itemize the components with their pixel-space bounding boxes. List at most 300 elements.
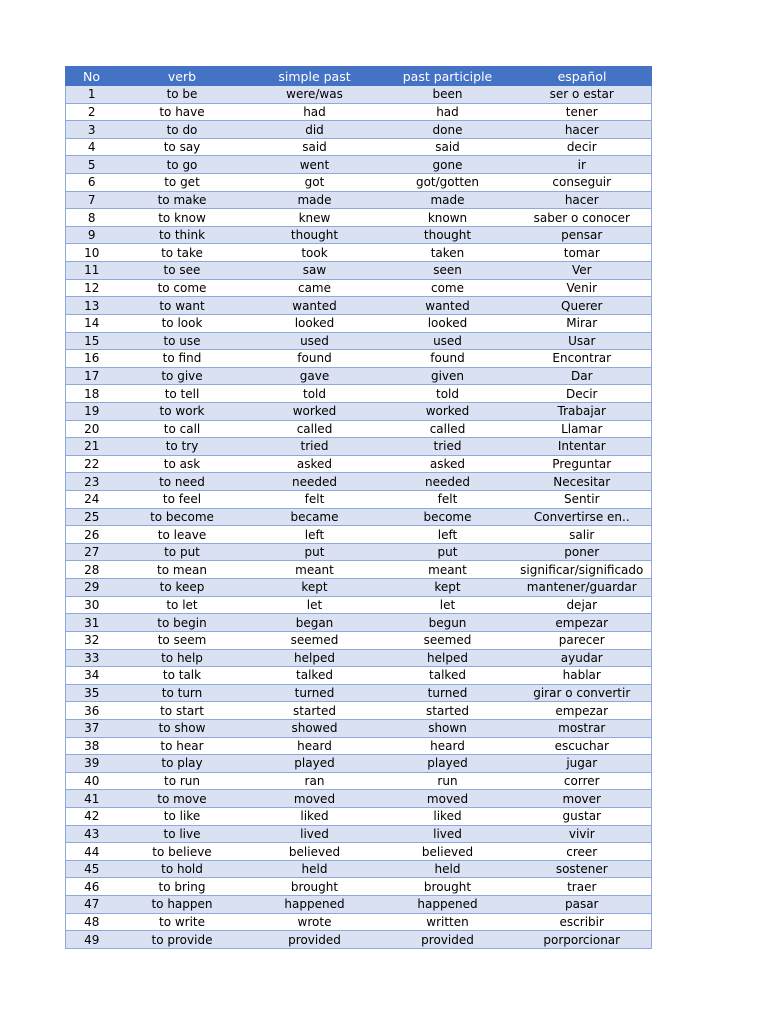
cell-past-participle: become <box>383 508 513 526</box>
cell-past-participle: told <box>383 385 513 403</box>
cell-past-participle: liked <box>383 807 513 825</box>
cell-verb: to be <box>118 86 247 104</box>
cell-simple-past: started <box>247 702 383 720</box>
cell-past-participle: used <box>383 332 513 350</box>
cell-verb: to take <box>118 244 247 262</box>
cell-simple-past: were/was <box>247 86 383 104</box>
cell-espanol: Necesitar <box>513 473 652 491</box>
table-row <box>66 385 652 403</box>
cell-past-participle: seen <box>383 262 513 280</box>
cell-past-participle: made <box>383 191 513 209</box>
cell-espanol: pensar <box>513 226 652 244</box>
cell-simple-past: said <box>247 138 383 156</box>
cell-verb: to begin <box>118 614 247 632</box>
cell-past-participle: begun <box>383 614 513 632</box>
table-row <box>66 860 652 878</box>
cell-no: 32 <box>66 631 118 649</box>
cell-verb: to need <box>118 473 247 491</box>
cell-verb: to talk <box>118 667 247 685</box>
cell-no: 1 <box>66 86 118 104</box>
cell-simple-past: came <box>247 279 383 297</box>
cell-no: 40 <box>66 772 118 790</box>
table-row <box>66 684 652 702</box>
cell-no: 37 <box>66 719 118 737</box>
cell-espanol: correr <box>513 772 652 790</box>
cell-simple-past: talked <box>247 667 383 685</box>
cell-past-participle: given <box>383 367 513 385</box>
cell-simple-past: wanted <box>247 297 383 315</box>
cell-verb: to see <box>118 262 247 280</box>
header-past-participle: past participle <box>383 67 513 86</box>
cell-verb: to write <box>118 913 247 931</box>
cell-no: 47 <box>66 896 118 914</box>
cell-past-participle: taken <box>383 244 513 262</box>
table-row <box>66 878 652 896</box>
cell-verb: to ask <box>118 455 247 473</box>
cell-verb: to make <box>118 191 247 209</box>
table-row <box>66 931 652 949</box>
cell-past-participle: shown <box>383 719 513 737</box>
cell-espanol: sostener <box>513 860 652 878</box>
cell-espanol: escribir <box>513 913 652 931</box>
cell-simple-past: did <box>247 121 383 139</box>
cell-past-participle: talked <box>383 667 513 685</box>
cell-verb: to want <box>118 297 247 315</box>
table-row <box>66 491 652 509</box>
cell-simple-past: thought <box>247 226 383 244</box>
cell-verb: to get <box>118 174 247 192</box>
cell-verb: to run <box>118 772 247 790</box>
cell-espanol: Mirar <box>513 314 652 332</box>
cell-verb: to work <box>118 402 247 420</box>
cell-espanol: Intentar <box>513 438 652 456</box>
table-row <box>66 174 652 192</box>
cell-verb: to help <box>118 649 247 667</box>
cell-no: 43 <box>66 825 118 843</box>
cell-simple-past: wrote <box>247 913 383 931</box>
cell-espanol: empezar <box>513 614 652 632</box>
cell-espanol: Trabajar <box>513 402 652 420</box>
cell-simple-past: turned <box>247 684 383 702</box>
cell-verb: to go <box>118 156 247 174</box>
cell-past-participle: meant <box>383 561 513 579</box>
cell-verb: to put <box>118 543 247 561</box>
cell-espanol: empezar <box>513 702 652 720</box>
cell-no: 17 <box>66 367 118 385</box>
cell-past-participle: moved <box>383 790 513 808</box>
cell-no: 39 <box>66 755 118 773</box>
cell-past-participle: kept <box>383 579 513 597</box>
cell-espanol: mantener/guardar <box>513 579 652 597</box>
cell-espanol: escuchar <box>513 737 652 755</box>
cell-espanol: ser o estar <box>513 86 652 104</box>
cell-no: 30 <box>66 596 118 614</box>
table-row <box>66 508 652 526</box>
cell-espanol: Preguntar <box>513 455 652 473</box>
table-row <box>66 896 652 914</box>
cell-simple-past: knew <box>247 209 383 227</box>
cell-past-participle: worked <box>383 402 513 420</box>
cell-espanol: ir <box>513 156 652 174</box>
table-row <box>66 631 652 649</box>
cell-past-participle: seemed <box>383 631 513 649</box>
cell-no: 10 <box>66 244 118 262</box>
cell-verb: to let <box>118 596 247 614</box>
cell-past-participle: tried <box>383 438 513 456</box>
table-row <box>66 543 652 561</box>
cell-espanol: ayudar <box>513 649 652 667</box>
cell-no: 22 <box>66 455 118 473</box>
cell-no: 29 <box>66 579 118 597</box>
cell-verb: to seem <box>118 631 247 649</box>
cell-past-participle: got/gotten <box>383 174 513 192</box>
cell-espanol: Convertirse en.. <box>513 508 652 526</box>
table-row <box>66 596 652 614</box>
table-row <box>66 420 652 438</box>
cell-verb: to turn <box>118 684 247 702</box>
cell-past-participle: come <box>383 279 513 297</box>
table-row <box>66 702 652 720</box>
cell-past-participle: gone <box>383 156 513 174</box>
cell-simple-past: played <box>247 755 383 773</box>
header-verb: verb <box>118 67 247 86</box>
cell-no: 44 <box>66 843 118 861</box>
cell-simple-past: provided <box>247 931 383 949</box>
cell-simple-past: ran <box>247 772 383 790</box>
cell-espanol: Ver <box>513 262 652 280</box>
header-no: No <box>66 67 118 86</box>
cell-espanol: mostrar <box>513 719 652 737</box>
cell-simple-past: used <box>247 332 383 350</box>
table-row <box>66 561 652 579</box>
table-row <box>66 614 652 632</box>
cell-past-participle: provided <box>383 931 513 949</box>
cell-past-participle: turned <box>383 684 513 702</box>
cell-no: 48 <box>66 913 118 931</box>
table-row <box>66 244 652 262</box>
cell-past-participle: started <box>383 702 513 720</box>
cell-past-participle: done <box>383 121 513 139</box>
cell-verb: to become <box>118 508 247 526</box>
cell-simple-past: moved <box>247 790 383 808</box>
cell-espanol: Llamar <box>513 420 652 438</box>
cell-verb: to provide <box>118 931 247 949</box>
table-row <box>66 86 652 104</box>
cell-simple-past: kept <box>247 579 383 597</box>
cell-past-participle: thought <box>383 226 513 244</box>
cell-simple-past: saw <box>247 262 383 280</box>
cell-no: 3 <box>66 121 118 139</box>
cell-no: 9 <box>66 226 118 244</box>
cell-verb: to hold <box>118 860 247 878</box>
cell-verb: to think <box>118 226 247 244</box>
table-row <box>66 755 652 773</box>
cell-simple-past: lived <box>247 825 383 843</box>
cell-no: 23 <box>66 473 118 491</box>
cell-espanol: Venir <box>513 279 652 297</box>
cell-past-participle: helped <box>383 649 513 667</box>
cell-verb: to say <box>118 138 247 156</box>
cell-verb: to play <box>118 755 247 773</box>
cell-past-participle: said <box>383 138 513 156</box>
table-row <box>66 297 652 315</box>
cell-simple-past: looked <box>247 314 383 332</box>
cell-simple-past: got <box>247 174 383 192</box>
cell-no: 2 <box>66 103 118 121</box>
cell-no: 14 <box>66 314 118 332</box>
cell-verb: to believe <box>118 843 247 861</box>
cell-no: 31 <box>66 614 118 632</box>
cell-espanol: pasar <box>513 896 652 914</box>
cell-simple-past: felt <box>247 491 383 509</box>
cell-espanol: girar o convertir <box>513 684 652 702</box>
cell-past-participle: put <box>383 543 513 561</box>
cell-past-participle: played <box>383 755 513 773</box>
cell-past-participle: felt <box>383 491 513 509</box>
cell-past-participle: held <box>383 860 513 878</box>
cell-simple-past: told <box>247 385 383 403</box>
cell-no: 16 <box>66 350 118 368</box>
cell-espanol: Usar <box>513 332 652 350</box>
header-simple-past: simple past <box>247 67 383 86</box>
cell-no: 21 <box>66 438 118 456</box>
cell-simple-past: took <box>247 244 383 262</box>
table-row <box>66 790 652 808</box>
cell-past-participle: wanted <box>383 297 513 315</box>
cell-no: 7 <box>66 191 118 209</box>
cell-no: 4 <box>66 138 118 156</box>
cell-no: 11 <box>66 262 118 280</box>
table-row <box>66 737 652 755</box>
cell-verb: to live <box>118 825 247 843</box>
table-row <box>66 455 652 473</box>
header-row <box>66 67 652 86</box>
cell-past-participle: believed <box>383 843 513 861</box>
table-row <box>66 719 652 737</box>
table-row <box>66 807 652 825</box>
cell-simple-past: let <box>247 596 383 614</box>
cell-verb: to happen <box>118 896 247 914</box>
cell-no: 33 <box>66 649 118 667</box>
cell-verb: to look <box>118 314 247 332</box>
table-row <box>66 402 652 420</box>
cell-past-participle: known <box>383 209 513 227</box>
cell-espanol: tomar <box>513 244 652 262</box>
table-row <box>66 913 652 931</box>
table-row <box>66 473 652 491</box>
cell-no: 34 <box>66 667 118 685</box>
cell-verb: to know <box>118 209 247 227</box>
cell-no: 28 <box>66 561 118 579</box>
table-row <box>66 579 652 597</box>
cell-no: 41 <box>66 790 118 808</box>
cell-espanol: gustar <box>513 807 652 825</box>
cell-no: 46 <box>66 878 118 896</box>
cell-espanol: Dar <box>513 367 652 385</box>
table-row <box>66 350 652 368</box>
cell-simple-past: asked <box>247 455 383 473</box>
table-row <box>66 209 652 227</box>
cell-espanol: vivir <box>513 825 652 843</box>
cell-no: 36 <box>66 702 118 720</box>
cell-past-participle: lived <box>383 825 513 843</box>
cell-verb: to leave <box>118 526 247 544</box>
verb-table-container <box>65 66 651 949</box>
cell-verb: to start <box>118 702 247 720</box>
cell-verb: to mean <box>118 561 247 579</box>
cell-no: 26 <box>66 526 118 544</box>
cell-verb: to move <box>118 790 247 808</box>
cell-espanol: traer <box>513 878 652 896</box>
cell-no: 13 <box>66 297 118 315</box>
cell-simple-past: found <box>247 350 383 368</box>
cell-no: 24 <box>66 491 118 509</box>
cell-simple-past: left <box>247 526 383 544</box>
cell-espanol: conseguir <box>513 174 652 192</box>
cell-simple-past: heard <box>247 737 383 755</box>
cell-no: 6 <box>66 174 118 192</box>
cell-simple-past: gave <box>247 367 383 385</box>
cell-no: 8 <box>66 209 118 227</box>
table-row <box>66 103 652 121</box>
table-row <box>66 843 652 861</box>
table-row <box>66 667 652 685</box>
cell-past-participle: brought <box>383 878 513 896</box>
cell-espanol: dejar <box>513 596 652 614</box>
cell-simple-past: had <box>247 103 383 121</box>
cell-no: 20 <box>66 420 118 438</box>
table-header <box>66 67 652 86</box>
table-row <box>66 262 652 280</box>
cell-verb: to do <box>118 121 247 139</box>
cell-no: 42 <box>66 807 118 825</box>
cell-simple-past: liked <box>247 807 383 825</box>
table-row <box>66 191 652 209</box>
cell-espanol: jugar <box>513 755 652 773</box>
cell-past-participle: been <box>383 86 513 104</box>
cell-espanol: hacer <box>513 191 652 209</box>
cell-espanol: hacer <box>513 121 652 139</box>
cell-no: 27 <box>66 543 118 561</box>
cell-verb: to use <box>118 332 247 350</box>
cell-espanol: saber o conocer <box>513 209 652 227</box>
cell-simple-past: meant <box>247 561 383 579</box>
cell-verb: to come <box>118 279 247 297</box>
cell-no: 35 <box>66 684 118 702</box>
table-row <box>66 156 652 174</box>
cell-verb: to hear <box>118 737 247 755</box>
cell-espanol: Decir <box>513 385 652 403</box>
cell-past-participle: let <box>383 596 513 614</box>
cell-no: 49 <box>66 931 118 949</box>
table-row <box>66 226 652 244</box>
table-row <box>66 138 652 156</box>
cell-no: 5 <box>66 156 118 174</box>
table-body <box>66 86 652 949</box>
cell-espanol: significar/significado <box>513 561 652 579</box>
cell-verb: to find <box>118 350 247 368</box>
cell-verb: to feel <box>118 491 247 509</box>
cell-espanol: creer <box>513 843 652 861</box>
cell-no: 38 <box>66 737 118 755</box>
table-row <box>66 367 652 385</box>
table-row <box>66 825 652 843</box>
cell-verb: to call <box>118 420 247 438</box>
cell-no: 19 <box>66 402 118 420</box>
cell-past-participle: needed <box>383 473 513 491</box>
cell-verb: to like <box>118 807 247 825</box>
table-row <box>66 526 652 544</box>
cell-no: 12 <box>66 279 118 297</box>
cell-past-participle: called <box>383 420 513 438</box>
cell-espanol: porporcionar <box>513 931 652 949</box>
cell-espanol: hablar <box>513 667 652 685</box>
table-row <box>66 649 652 667</box>
table-row <box>66 279 652 297</box>
cell-verb: to give <box>118 367 247 385</box>
cell-simple-past: needed <box>247 473 383 491</box>
cell-past-participle: asked <box>383 455 513 473</box>
table-row <box>66 314 652 332</box>
cell-espanol: decir <box>513 138 652 156</box>
cell-verb: to tell <box>118 385 247 403</box>
cell-simple-past: seemed <box>247 631 383 649</box>
cell-no: 25 <box>66 508 118 526</box>
cell-espanol: mover <box>513 790 652 808</box>
cell-simple-past: worked <box>247 402 383 420</box>
cell-verb: to try <box>118 438 247 456</box>
cell-past-participle: looked <box>383 314 513 332</box>
cell-simple-past: brought <box>247 878 383 896</box>
cell-espanol: poner <box>513 543 652 561</box>
cell-simple-past: believed <box>247 843 383 861</box>
cell-past-participle: had <box>383 103 513 121</box>
cell-simple-past: began <box>247 614 383 632</box>
cell-past-participle: heard <box>383 737 513 755</box>
cell-simple-past: happened <box>247 896 383 914</box>
cell-simple-past: made <box>247 191 383 209</box>
table-row <box>66 332 652 350</box>
cell-simple-past: helped <box>247 649 383 667</box>
cell-simple-past: put <box>247 543 383 561</box>
cell-past-participle: happened <box>383 896 513 914</box>
cell-espanol: salir <box>513 526 652 544</box>
cell-verb: to keep <box>118 579 247 597</box>
cell-past-participle: run <box>383 772 513 790</box>
cell-past-participle: written <box>383 913 513 931</box>
table-row <box>66 772 652 790</box>
table-row <box>66 121 652 139</box>
cell-verb: to have <box>118 103 247 121</box>
cell-simple-past: went <box>247 156 383 174</box>
cell-simple-past: became <box>247 508 383 526</box>
cell-simple-past: called <box>247 420 383 438</box>
cell-espanol: Encontrar <box>513 350 652 368</box>
cell-simple-past: showed <box>247 719 383 737</box>
cell-simple-past: tried <box>247 438 383 456</box>
cell-verb: to bring <box>118 878 247 896</box>
cell-past-participle: found <box>383 350 513 368</box>
table-row <box>66 438 652 456</box>
cell-verb: to show <box>118 719 247 737</box>
header-espanol: español <box>513 67 652 86</box>
cell-espanol: tener <box>513 103 652 121</box>
cell-no: 45 <box>66 860 118 878</box>
cell-espanol: Querer <box>513 297 652 315</box>
cell-no: 15 <box>66 332 118 350</box>
cell-past-participle: left <box>383 526 513 544</box>
cell-espanol: parecer <box>513 631 652 649</box>
